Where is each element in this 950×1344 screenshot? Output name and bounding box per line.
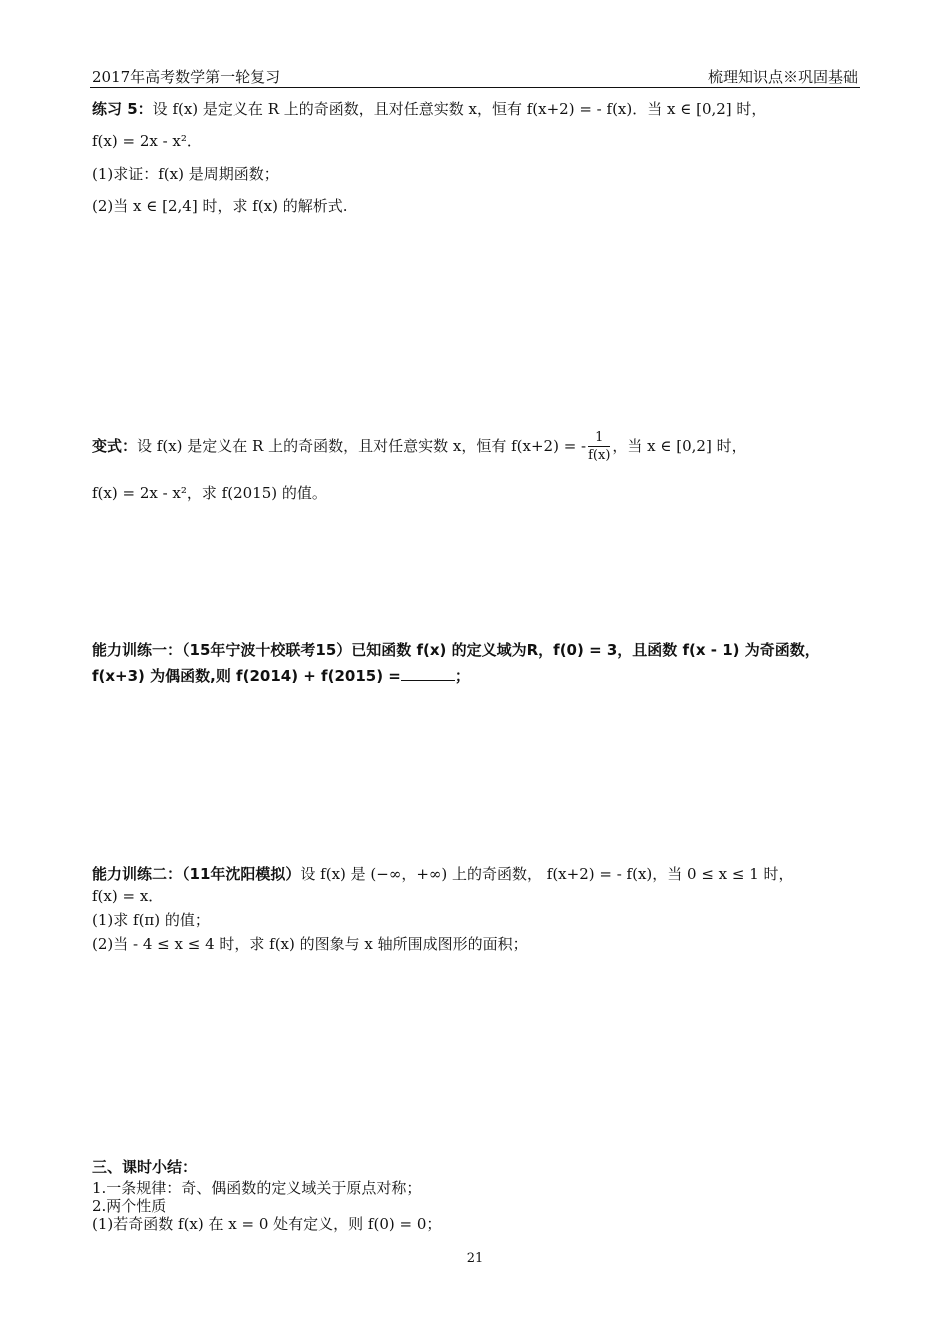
exercise5-label: 练习 5： xyxy=(92,100,153,118)
variant-text-a: 设 f(x) 是定义在 R 上的奇函数，且对任意实数 x，恒有 f(x+2) = - xyxy=(137,437,587,455)
header-rule xyxy=(90,87,860,88)
summary-title: 三、课时小结： xyxy=(92,1158,198,1176)
training1-end: ； xyxy=(454,667,470,685)
training2-source: （11年沈阳模拟） xyxy=(182,865,301,883)
training2-question2: (2)当 - 4 ≤ x ≤ 4 时，求 f(x) 的图象与 x 轴所围成图形的面积； xyxy=(92,935,528,953)
training2-line2: f(x) = x． xyxy=(92,887,164,905)
training1-text: （15年宁波十校联考15）已知函数 f(x) 的定义域为R，f(0) = 3，且函数 f(x - 1) 为奇函数， xyxy=(182,641,820,659)
exercise5-line2: f(x) = 2x - x²． xyxy=(92,132,202,150)
training2-text: 设 f(x) 是 (−∞，+∞) 上的奇函数， f(x+2) = - f(x)，当 0 ≤ x ≤ 1 时， xyxy=(300,865,794,883)
training1-text2: f(x+3) 为偶函数,则 f(2014) + f(2015) = xyxy=(92,667,401,685)
answer-blank[interactable] xyxy=(401,666,455,681)
summary-item2: 2.两个性质 xyxy=(92,1197,167,1215)
variant-fraction xyxy=(588,430,610,465)
variant-line2: f(x) = 2x - x²，求 f(2015) 的值。 xyxy=(92,484,327,502)
variant-text-b: ，当 x ∈ [0,2] 时， xyxy=(612,437,747,455)
exercise5-question1: (1)求证：f(x) 是周期函数； xyxy=(92,165,279,183)
training1-label: 能力训练一： xyxy=(92,641,183,659)
training1-line1 xyxy=(92,640,820,660)
exercise5-line1 xyxy=(92,99,766,119)
training2-label: 能力训练二： xyxy=(92,865,183,883)
training1-line2 xyxy=(92,666,470,686)
training2-question1: (1)求 f(π) 的值； xyxy=(92,911,210,929)
header-left: 2017年高考数学第一轮复习 xyxy=(92,68,281,86)
variant-line1 xyxy=(92,428,747,465)
exercise5-text: 设 f(x) 是定义在 R 上的奇函数，且对任意实数 x，恒有 f(x+2) = - f(x)．当 x ∈ [0,2] 时， xyxy=(152,100,767,118)
summary-item1: 1.一条规律：奇、偶函数的定义域关于原点对称； xyxy=(92,1179,422,1197)
header-right: 梳理知识点※巩固基础 xyxy=(707,68,858,86)
training2-line1 xyxy=(92,864,794,884)
fraction-numerator: 1 xyxy=(588,430,610,447)
variant-label: 变式： xyxy=(92,437,138,455)
exercise5-question2: (2)当 x ∈ [2,4] 时，求 f(x) 的解析式. xyxy=(92,197,348,215)
page-number: 21 xyxy=(466,1251,484,1266)
summary-item3: (1)若奇函数 f(x) 在 x = 0 处有定义，则 f(0) = 0； xyxy=(92,1215,442,1233)
fraction-denominator: f(x) xyxy=(588,447,611,463)
